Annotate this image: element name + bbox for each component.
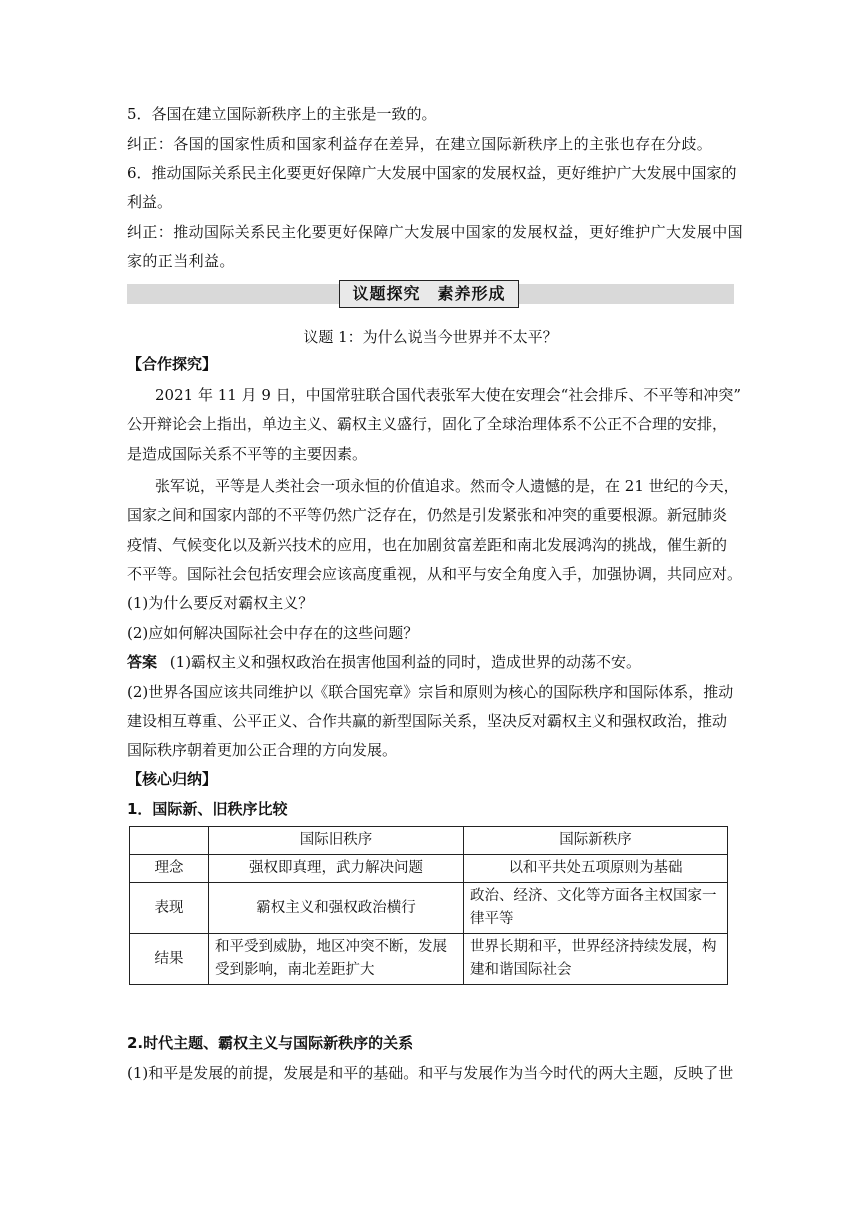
cell-line: 律平等 bbox=[470, 911, 514, 927]
correction-6-line2: 家的正当利益。 bbox=[127, 252, 235, 270]
cell-line: 世界长期和平，世界经济持续发展，构 bbox=[470, 939, 717, 955]
cell-old-manifestation: 霸权主义和强权政治横行 bbox=[209, 883, 464, 934]
item-6-line1: 6．推动国际关系民主化要更好保障广大发展中国家的发展权益，更好维护广大发展中国家的 bbox=[127, 164, 737, 182]
para1-line3: 是造成国际关系不平等的主要因素。 bbox=[127, 445, 368, 463]
item-6-line2: 利益。 bbox=[127, 193, 173, 211]
question-2: (2)应如何解决国际社会中存在的这些问题？ bbox=[127, 624, 419, 642]
answer-2-line3: 国际秩序朝着更加公正合理的方向发展。 bbox=[127, 741, 398, 759]
answer-1-line bbox=[127, 652, 641, 672]
para1-line1: 2021 年 11 月 9 日，中国常驻联合国代表张军大使在安理会“社会排斥、不平等和冲突” bbox=[155, 386, 741, 404]
explore-label: 【合作探究】 bbox=[127, 355, 218, 373]
cell-old-result bbox=[209, 934, 464, 985]
para2-line2: 国家之间和国家内部的不平等仍然广泛存在，仍然是引发紧张和冲突的重要根源。新冠肺炎 bbox=[127, 506, 728, 524]
cell-old-concept: 强权即真理，武力解决问题 bbox=[209, 855, 464, 883]
row-label-concept: 理念 bbox=[130, 855, 209, 883]
section1-title: 1．国际新、旧秩序比较 bbox=[127, 800, 288, 818]
item-5: 5．各国在建立国际新秩序上的主张是一致的。 bbox=[127, 105, 437, 123]
answer-2-line2: 建设相互尊重、公平正义、合作共赢的新型国际关系，坚决反对霸权主义和强权政治，推动 bbox=[127, 712, 728, 730]
cell-new-result bbox=[464, 934, 728, 985]
section-banner: 议题探究 素养形成 bbox=[339, 280, 519, 308]
cell-line: 政治、经济、文化等方面各主权国家一 bbox=[470, 888, 717, 904]
table-header-new-order: 国际新秩序 bbox=[464, 827, 728, 855]
answer-2-line1: (2)世界各国应该共同维护以《联合国宪章》宗旨和原则为核心的国际秩序和国际体系，推动 bbox=[127, 683, 734, 701]
topic-title: 议题 1：为什么说当今世界并不太平？ bbox=[303, 328, 558, 346]
answer-1: (1)霸权主义和强权政治在损害他国利益的同时，造成世界的动荡不安。 bbox=[169, 653, 642, 671]
cell-line: 建和谐国际社会 bbox=[470, 962, 572, 978]
para2-line1: 张军说，平等是人类社会一项永恒的价值追求。然而令人遗憾的是，在 21 世纪的今天， bbox=[155, 477, 739, 495]
section2-line1: (1)和平是发展的前提，发展是和平的基础。和平与发展作为当今时代的两大主题，反映了世 bbox=[127, 1064, 734, 1082]
para2-line4: 不平等。国际社会包括安理会应该高度重视，从和平与安全角度入手，加强协调，共同应对。 bbox=[127, 565, 743, 583]
summary-label: 【核心归纳】 bbox=[127, 770, 218, 788]
table-header-old-order: 国际旧秩序 bbox=[209, 827, 464, 855]
section2-title: 2.时代主题、霸权主义与国际新秩序的关系 bbox=[127, 1034, 414, 1052]
row-label-manifestation: 表现 bbox=[130, 883, 209, 934]
cell-new-concept: 以和平共处五项原则为基础 bbox=[464, 855, 728, 883]
correction-6-line1: 纠正：推动国际关系民主化要更好保障广大发展中国家的发展权益，更好维护广大发展中国 bbox=[127, 223, 744, 241]
table-header-empty bbox=[130, 827, 209, 855]
answer-label: 答案 bbox=[127, 653, 158, 671]
question-1: (1)为什么要反对霸权主义？ bbox=[127, 594, 314, 612]
cell-line: 和平受到威胁，地区冲突不断，发展 bbox=[215, 939, 447, 955]
row-label-result: 结果 bbox=[130, 934, 209, 985]
order-comparison-table bbox=[129, 826, 728, 985]
correction-5: 纠正：各国的国家性质和国家利益存在差异，在建立国际新秩序上的主张也存在分歧。 bbox=[127, 135, 713, 153]
table-row bbox=[130, 883, 728, 934]
cell-new-manifestation bbox=[464, 883, 728, 934]
table-row bbox=[130, 934, 728, 985]
para2-line3: 疫情、气候变化以及新兴技术的应用，也在加剧贫富差距和南北发展鸿沟的挑战，催生新的 bbox=[127, 536, 728, 554]
cell-line: 受到影响，南北差距扩大 bbox=[215, 962, 375, 978]
table-row bbox=[130, 855, 728, 883]
table-header-row bbox=[130, 827, 728, 855]
para1-line2: 公开辩论会上指出，单边主义、霸权主义盛行，固化了全球治理体系不公正不合理的安排， bbox=[127, 415, 728, 433]
